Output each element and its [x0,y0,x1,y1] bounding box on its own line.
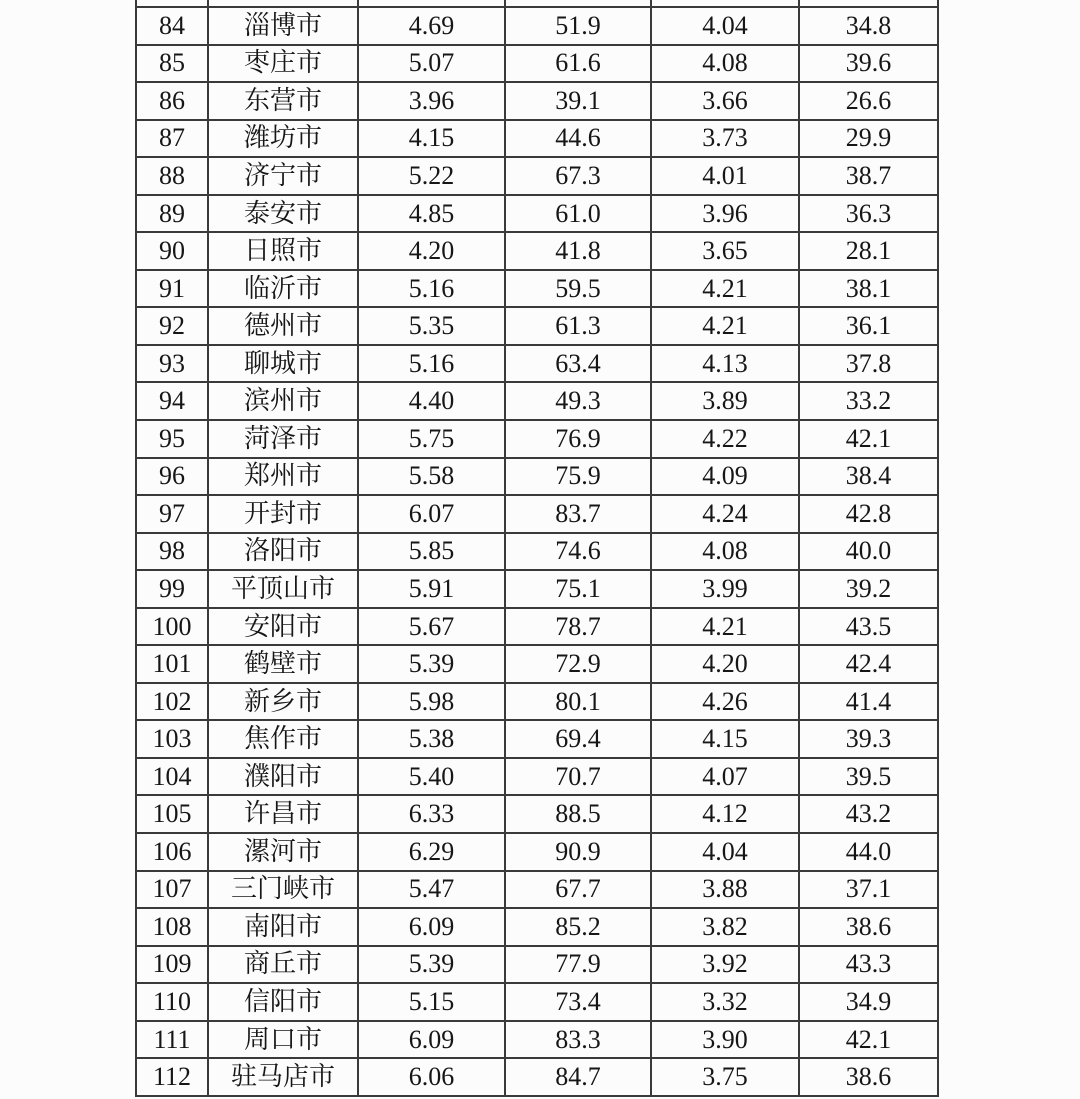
table-row [136,570,938,608]
value-cell [505,0,651,7]
value-cell: 3.99 [651,570,799,608]
value-cell: 83.3 [505,1021,651,1059]
table-row [136,270,938,308]
value-cell: 4.09 [651,458,799,496]
city-name-cell: 济宁市 [208,157,358,195]
city-name-cell: 南阳市 [208,908,358,946]
city-name-cell: 德州市 [208,307,358,345]
table-row [136,1058,938,1096]
value-cell: 6.33 [358,795,505,833]
row-number-cell: 105 [136,795,208,833]
value-cell: 90.9 [505,833,651,871]
row-number-cell: 95 [136,420,208,458]
value-cell: 61.6 [505,45,651,83]
value-cell: 78.7 [505,608,651,646]
row-number-cell [136,0,208,7]
value-cell: 75.9 [505,458,651,496]
row-number-cell: 90 [136,232,208,270]
value-cell [651,0,799,7]
value-cell: 3.75 [651,1058,799,1096]
value-cell: 4.24 [651,495,799,533]
row-number-cell: 87 [136,120,208,158]
city-name-cell: 濮阳市 [208,758,358,796]
value-cell: 42.4 [799,645,938,683]
value-cell: 5.38 [358,720,505,758]
row-number-cell: 93 [136,345,208,383]
value-cell: 39.5 [799,758,938,796]
row-number-cell: 91 [136,270,208,308]
city-name-cell: 菏泽市 [208,420,358,458]
value-cell: 36.3 [799,195,938,233]
row-number-cell: 94 [136,382,208,420]
row-number-cell: 102 [136,683,208,721]
row-number-cell: 101 [136,645,208,683]
value-cell: 5.39 [358,946,505,984]
city-name-cell: 东营市 [208,82,358,120]
value-cell: 41.8 [505,232,651,270]
table-row [136,795,938,833]
value-cell: 4.07 [651,758,799,796]
city-name-cell: 鹤壁市 [208,645,358,683]
value-cell: 5.35 [358,307,505,345]
city-name-cell: 日照市 [208,232,358,270]
table-row [136,7,938,45]
value-cell: 43.2 [799,795,938,833]
value-cell: 67.7 [505,871,651,909]
row-number-cell: 84 [136,7,208,45]
value-cell: 4.15 [651,720,799,758]
row-number-cell: 99 [136,570,208,608]
value-cell: 63.4 [505,345,651,383]
value-cell: 39.1 [505,82,651,120]
value-cell: 4.20 [358,232,505,270]
table-row [136,833,938,871]
row-number-cell: 89 [136,195,208,233]
table-row [136,683,938,721]
value-cell: 67.3 [505,157,651,195]
city-name-cell: 郑州市 [208,458,358,496]
value-cell: 3.90 [651,1021,799,1059]
city-name-cell: 信阳市 [208,983,358,1021]
value-cell: 3.92 [651,946,799,984]
value-cell: 61.0 [505,195,651,233]
city-name-cell: 周口市 [208,1021,358,1059]
value-cell: 44.6 [505,120,651,158]
value-cell: 6.29 [358,833,505,871]
value-cell: 37.1 [799,871,938,909]
value-cell: 6.09 [358,908,505,946]
table-row [136,345,938,383]
value-cell: 70.7 [505,758,651,796]
value-cell: 36.1 [799,307,938,345]
city-name-cell: 三门峡市 [208,871,358,909]
value-cell: 38.6 [799,908,938,946]
row-number-cell: 103 [136,720,208,758]
value-cell: 4.15 [358,120,505,158]
value-cell: 39.2 [799,570,938,608]
row-number-cell: 106 [136,833,208,871]
city-name-cell: 聊城市 [208,345,358,383]
value-cell: 84.7 [505,1058,651,1096]
row-number-cell: 104 [136,758,208,796]
value-cell: 3.32 [651,983,799,1021]
table-row [136,232,938,270]
value-cell: 34.8 [799,7,938,45]
table-row [136,157,938,195]
table-row [136,382,938,420]
table-row [136,720,938,758]
value-cell: 51.9 [505,7,651,45]
row-number-cell: 110 [136,983,208,1021]
table-body [136,0,938,1096]
city-name-cell: 开封市 [208,495,358,533]
city-name-cell: 淄博市 [208,7,358,45]
city-name-cell: 商丘市 [208,946,358,984]
row-number-cell: 111 [136,1021,208,1059]
row-number-cell: 97 [136,495,208,533]
city-name-cell: 滨州市 [208,382,358,420]
value-cell: 88.5 [505,795,651,833]
city-name-cell: 泰安市 [208,195,358,233]
value-cell: 38.7 [799,157,938,195]
value-cell: 5.16 [358,270,505,308]
value-cell: 34.9 [799,983,938,1021]
value-cell: 3.73 [651,120,799,158]
value-cell: 4.85 [358,195,505,233]
value-cell: 49.3 [505,382,651,420]
value-cell: 29.9 [799,120,938,158]
city-name-cell: 洛阳市 [208,533,358,571]
value-cell: 3.66 [651,82,799,120]
value-cell: 4.26 [651,683,799,721]
value-cell: 39.3 [799,720,938,758]
value-cell: 5.07 [358,45,505,83]
value-cell: 6.07 [358,495,505,533]
table-row [136,608,938,646]
value-cell: 5.22 [358,157,505,195]
table-row [136,195,938,233]
value-cell [799,0,938,7]
table-row [136,946,938,984]
row-number-cell: 86 [136,82,208,120]
city-data-table [135,0,939,1097]
value-cell: 4.04 [651,7,799,45]
value-cell: 38.4 [799,458,938,496]
value-cell: 42.1 [799,1021,938,1059]
value-cell: 85.2 [505,908,651,946]
value-cell: 5.40 [358,758,505,796]
value-cell: 69.4 [505,720,651,758]
value-cell: 3.96 [651,195,799,233]
value-cell [358,0,505,7]
value-cell: 5.39 [358,645,505,683]
table-row [136,495,938,533]
table-row [136,307,938,345]
table-row [136,758,938,796]
value-cell: 38.6 [799,1058,938,1096]
table-row [136,45,938,83]
value-cell: 6.09 [358,1021,505,1059]
value-cell: 4.12 [651,795,799,833]
value-cell: 74.6 [505,533,651,571]
value-cell: 4.40 [358,382,505,420]
value-cell: 38.1 [799,270,938,308]
value-cell: 4.21 [651,307,799,345]
value-cell: 33.2 [799,382,938,420]
city-name-cell: 漯河市 [208,833,358,871]
city-name-cell: 驻马店市 [208,1058,358,1096]
value-cell: 4.21 [651,608,799,646]
value-cell: 5.47 [358,871,505,909]
row-number-cell: 98 [136,533,208,571]
value-cell: 26.6 [799,82,938,120]
value-cell: 3.65 [651,232,799,270]
row-number-cell: 107 [136,871,208,909]
table-row [136,120,938,158]
city-name-cell: 枣庄市 [208,45,358,83]
row-number-cell: 108 [136,908,208,946]
value-cell: 83.7 [505,495,651,533]
value-cell: 61.3 [505,307,651,345]
table-row [136,533,938,571]
value-cell: 77.9 [505,946,651,984]
value-cell: 80.1 [505,683,651,721]
value-cell: 40.0 [799,533,938,571]
value-cell: 6.06 [358,1058,505,1096]
table-row [136,420,938,458]
value-cell: 4.08 [651,45,799,83]
table-row [136,82,938,120]
value-cell: 5.98 [358,683,505,721]
table-row [136,458,938,496]
value-cell: 41.4 [799,683,938,721]
city-name-cell: 许昌市 [208,795,358,833]
row-number-cell: 88 [136,157,208,195]
city-name-cell: 临沂市 [208,270,358,308]
table-row [136,645,938,683]
table-row [136,871,938,909]
value-cell: 4.04 [651,833,799,871]
value-cell: 42.8 [799,495,938,533]
value-cell: 3.82 [651,908,799,946]
value-cell: 4.01 [651,157,799,195]
value-cell: 72.9 [505,645,651,683]
value-cell: 73.4 [505,983,651,1021]
value-cell: 76.9 [505,420,651,458]
value-cell: 3.96 [358,82,505,120]
value-cell: 4.08 [651,533,799,571]
value-cell: 4.22 [651,420,799,458]
city-name-cell: 安阳市 [208,608,358,646]
city-name-cell: 平顶山市 [208,570,358,608]
row-number-cell: 92 [136,307,208,345]
value-cell: 4.21 [651,270,799,308]
city-name-cell [208,0,358,7]
table-row [136,1021,938,1059]
value-cell: 5.75 [358,420,505,458]
row-number-cell: 112 [136,1058,208,1096]
clipped-previous-row [136,0,938,7]
value-cell: 28.1 [799,232,938,270]
value-cell: 37.8 [799,345,938,383]
value-cell: 3.88 [651,871,799,909]
city-name-cell: 焦作市 [208,720,358,758]
value-cell: 5.16 [358,345,505,383]
value-cell: 75.1 [505,570,651,608]
table-row [136,983,938,1021]
value-cell: 59.5 [505,270,651,308]
value-cell: 43.3 [799,946,938,984]
value-cell: 5.85 [358,533,505,571]
row-number-cell: 85 [136,45,208,83]
value-cell: 4.69 [358,7,505,45]
table-row [136,908,938,946]
value-cell: 44.0 [799,833,938,871]
row-number-cell: 100 [136,608,208,646]
value-cell: 4.20 [651,645,799,683]
value-cell: 42.1 [799,420,938,458]
value-cell: 5.58 [358,458,505,496]
row-number-cell: 109 [136,946,208,984]
city-name-cell: 潍坊市 [208,120,358,158]
city-name-cell: 新乡市 [208,683,358,721]
value-cell: 3.89 [651,382,799,420]
value-cell: 39.6 [799,45,938,83]
value-cell: 43.5 [799,608,938,646]
value-cell: 4.13 [651,345,799,383]
value-cell: 5.91 [358,570,505,608]
value-cell: 5.67 [358,608,505,646]
value-cell: 5.15 [358,983,505,1021]
row-number-cell: 96 [136,458,208,496]
